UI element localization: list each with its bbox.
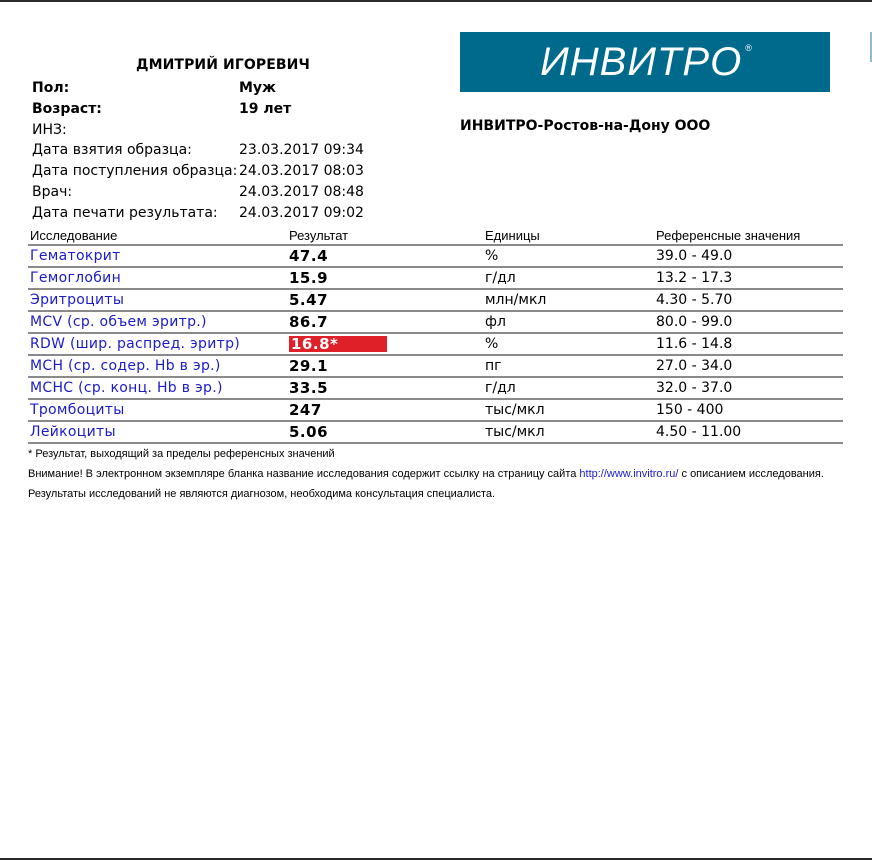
patient-info — [32, 78, 452, 224]
results-table — [28, 228, 843, 444]
reference-range: 13.2 - 17.3 — [654, 267, 843, 289]
column-header-result: Результат — [287, 228, 483, 245]
units: тыс/мкл — [483, 421, 654, 443]
info-value: 24.03.2017 08:48 — [239, 183, 364, 200]
table-row-flagged — [28, 333, 843, 355]
invitro-site-link[interactable]: http://www.invitro.ru/ — [579, 468, 679, 480]
warning-text: Внимание! В электронном экземпляре бланка название исследования содержит ссылку на страницу сайта — [28, 468, 580, 480]
info-value: 24.03.2017 08:03 — [239, 163, 364, 180]
reference-range: 39.0 - 49.0 — [654, 245, 843, 267]
table-row — [28, 245, 843, 267]
table-row — [28, 267, 843, 289]
units: пг — [483, 355, 654, 377]
test-link[interactable]: Тромбоциты — [30, 402, 125, 418]
test-link[interactable]: MCV (ср. объем эритр.) — [30, 314, 207, 330]
test-link[interactable]: Гематокрит — [30, 248, 121, 264]
info-value: Муж — [239, 80, 276, 96]
reference-range: 4.50 - 11.00 — [654, 421, 843, 443]
info-row-sample-received — [32, 161, 452, 182]
info-row-inz — [32, 120, 452, 141]
info-value: 19 лет — [239, 100, 292, 117]
warning-text-end: с описанием исследования. — [678, 468, 824, 480]
result-value: 5.06 — [287, 421, 483, 443]
result-value: 47.4 — [287, 245, 483, 267]
invitro-logo — [460, 32, 830, 92]
units: млн/мкл — [483, 289, 654, 311]
units: г/дл — [483, 377, 654, 399]
info-row-doctor — [32, 182, 452, 203]
info-value: 24.03.2017 09:02 — [239, 204, 364, 221]
units: % — [483, 333, 654, 355]
patient-name: ДМИТРИЙ ИГОРЕВИЧ — [136, 57, 310, 73]
warning-note — [28, 468, 828, 481]
test-link[interactable]: MCHC (ср. конц. Hb в эр.) — [30, 380, 223, 396]
column-header-test: Исследование — [28, 228, 287, 245]
test-link[interactable]: Лейкоциты — [30, 424, 116, 440]
info-label: Дата взятия образца: — [32, 142, 192, 159]
info-row-sample-taken — [32, 140, 452, 161]
table-row — [28, 355, 843, 377]
reference-range: 80.0 - 99.0 — [654, 311, 843, 333]
test-link[interactable]: Эритроциты — [30, 292, 125, 308]
result-value: 15.9 — [287, 267, 483, 289]
result-value: 247 — [287, 399, 483, 421]
info-label: Пол: — [32, 80, 70, 96]
result-value: 5.47 — [287, 289, 483, 311]
table-row — [28, 421, 843, 443]
reference-range: 27.0 - 34.0 — [654, 355, 843, 377]
column-header-reference: Референсные значения — [654, 228, 843, 245]
info-label: Врач: — [32, 183, 73, 200]
test-link[interactable]: Гемоглобин — [30, 270, 122, 286]
table-row — [28, 377, 843, 399]
info-label: ИНЗ: — [32, 121, 67, 138]
units: г/дл — [483, 267, 654, 289]
logo-text: ИНВИТРО — [540, 39, 743, 84]
table-header-row — [28, 228, 843, 245]
disclaimer: Результаты исследований не являются диагнозом, необходима консультация специалиста. — [28, 488, 496, 500]
units: % — [483, 245, 654, 267]
info-label: Дата печати результата: — [32, 204, 218, 221]
table-row — [28, 289, 843, 311]
footnote: * Результат, выходящий за пределы референсных значений — [28, 448, 335, 460]
reference-range: 4.30 - 5.70 — [654, 289, 843, 311]
info-label: Возраст: — [32, 100, 102, 117]
table-row — [28, 399, 843, 421]
info-label: Дата поступления образца: — [32, 163, 238, 180]
notes-section — [28, 448, 828, 508]
reference-range: 32.0 - 37.0 — [654, 377, 843, 399]
result-value: 86.7 — [287, 311, 483, 333]
table-row — [28, 311, 843, 333]
registered-mark-icon: ® — [745, 43, 753, 53]
result-value: 33.5 — [287, 377, 483, 399]
result-value: 29.1 — [287, 355, 483, 377]
test-link[interactable]: RDW (шир. распред. эритр) — [30, 336, 241, 352]
info-row-print-date — [32, 203, 452, 224]
units: фл — [483, 311, 654, 333]
units: тыс/мкл — [483, 399, 654, 421]
reference-range: 150 - 400 — [654, 399, 843, 421]
reference-range: 11.6 - 14.8 — [654, 333, 843, 355]
test-link[interactable]: MCH (ср. содер. Hb в эр.) — [30, 358, 221, 374]
info-row-sex — [32, 78, 452, 99]
lab-name: ИНВИТРО-Ростов-на-Дону ООО — [460, 118, 711, 134]
flagged-result-value: 16.8* — [289, 336, 387, 352]
info-value: 23.03.2017 09:34 — [239, 142, 364, 159]
column-header-units: Единицы — [483, 228, 654, 245]
info-row-age — [32, 99, 452, 120]
